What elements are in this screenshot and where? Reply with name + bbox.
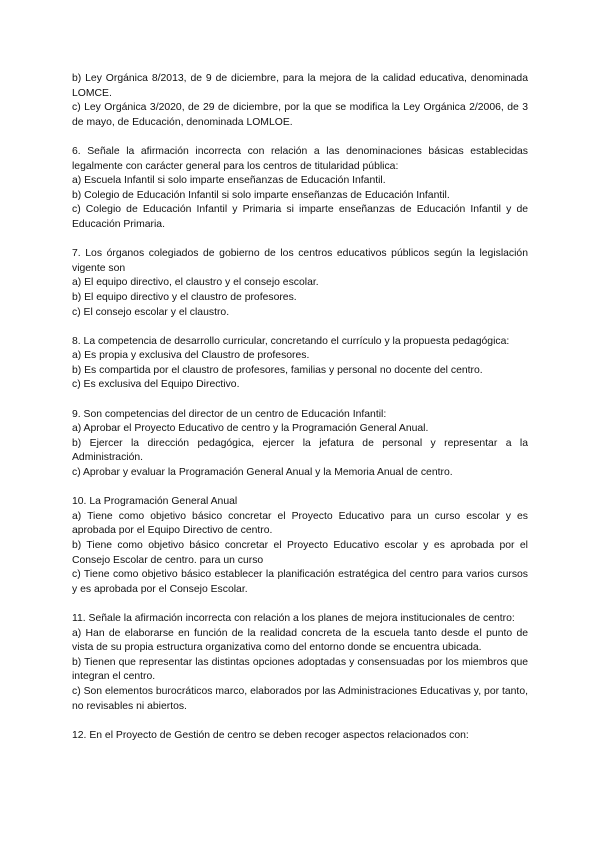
question-9	[72, 408, 528, 481]
option-c: c) Es exclusiva del Equipo Directivo.	[72, 379, 240, 391]
option-b: b) Tienen que representar las distintas opciones adoptadas y consensuadas por los miembros que integran el centro.	[72, 656, 528, 683]
option-a: a) Tiene como objetivo básico concretar el Proyecto Educativo para un curso escolar y es aprobada por el Equipo Directivo de centro.	[72, 510, 528, 537]
question-8	[72, 335, 528, 393]
question-text: 9. Son competencias del director de un centro de Educación Infantil:	[72, 408, 387, 420]
option-c: c) Son elementos burocráticos marco, elaborados por las Administraciones Educativas y, por tanto, no revisables ni abiertos.	[72, 685, 528, 712]
option-a: a) Es propia y exclusiva del Claustro de profesores.	[72, 350, 310, 362]
option-b: b) Tiene como objetivo básico concretar el Proyecto Educativo escolar y es aprobada por el Consejo Escolar de centro. para un curso	[72, 540, 528, 566]
question-text: 11. Señale la afirmación incorrecta con relación a los planes de mejora institucionales de centro:	[72, 612, 515, 624]
option-a: a) Escuela Infantil si solo imparte enseñanzas de Educación Infantil.	[72, 175, 386, 187]
question-text: 10. La Programación General Anual	[72, 496, 238, 508]
option-b: b) Es compartida por el claustro de profesores, familias y personal no docente del centro.	[72, 364, 483, 376]
option-c: c) Tiene como objetivo básico establecer la planificación estratégica del centro para varios cursos y es aprobada por el Consejo Escolar.	[72, 569, 528, 595]
option-a: a) El equipo directivo, el claustro y el consejo escolar.	[72, 277, 319, 289]
question-5-options-continued	[72, 72, 528, 130]
option-c: c) Ley Orgánica 3/2020, de 29 de diciembre, por la que se modifica la Ley Orgánica 2/2006, de 3 de mayo, de Educación, denominada LOMLOE.	[72, 102, 528, 128]
document-page	[72, 72, 528, 743]
option-a: a) Aprobar el Proyecto Educativo de centro y la Programación General Anual.	[72, 423, 429, 435]
question-text: 8. La competencia de desarrollo curricular, concretando el currículo y la propuesta pedagógica:	[72, 335, 510, 347]
option-c: c) Colegio de Educación Infantil y Primaria si imparte enseñanzas de Educación Infantil y de Educación Primaria.	[72, 204, 528, 230]
question-7	[72, 247, 528, 320]
option-b: b) El equipo directivo y el claustro de profesores.	[72, 291, 297, 303]
option-b: b) Ley Orgánica 8/2013, de 9 de diciembre, para la mejora de la calidad educativa, denominada LOMCE.	[72, 73, 528, 99]
question-text: 6. Señale la afirmación incorrecta con relación a las denominaciones básicas establecidas legalmente con carácter general para los centros de titularidad pública:	[72, 145, 528, 172]
question-10	[72, 495, 528, 597]
option-c: c) Aprobar y evaluar la Programación General Anual y la Memoria Anual de centro.	[72, 467, 453, 479]
option-a: a) Han de elaborarse en función de la realidad concreta de la escuela tanto desde el punto de vista de su propia estructura organizativa como del entorno donde se encuentra ubicada.	[72, 627, 528, 654]
question-11	[72, 612, 528, 714]
question-text: 7. Los órganos colegiados de gobierno de los centros educativos públicos según la legislación vigente son	[72, 248, 528, 274]
question-6	[72, 145, 528, 233]
option-b: b) Ejercer la dirección pedagógica, ejercer la jefatura de personal y representar a la Administración.	[72, 437, 528, 464]
question-12	[72, 729, 528, 744]
question-text: 12. En el Proyecto de Gestión de centro se deben recoger aspectos relacionados con:	[72, 729, 469, 741]
option-c: c) El consejo escolar y el claustro.	[72, 306, 230, 318]
option-b: b) Colegio de Educación Infantil si solo imparte enseñanzas de Educación Infantil.	[72, 189, 450, 201]
